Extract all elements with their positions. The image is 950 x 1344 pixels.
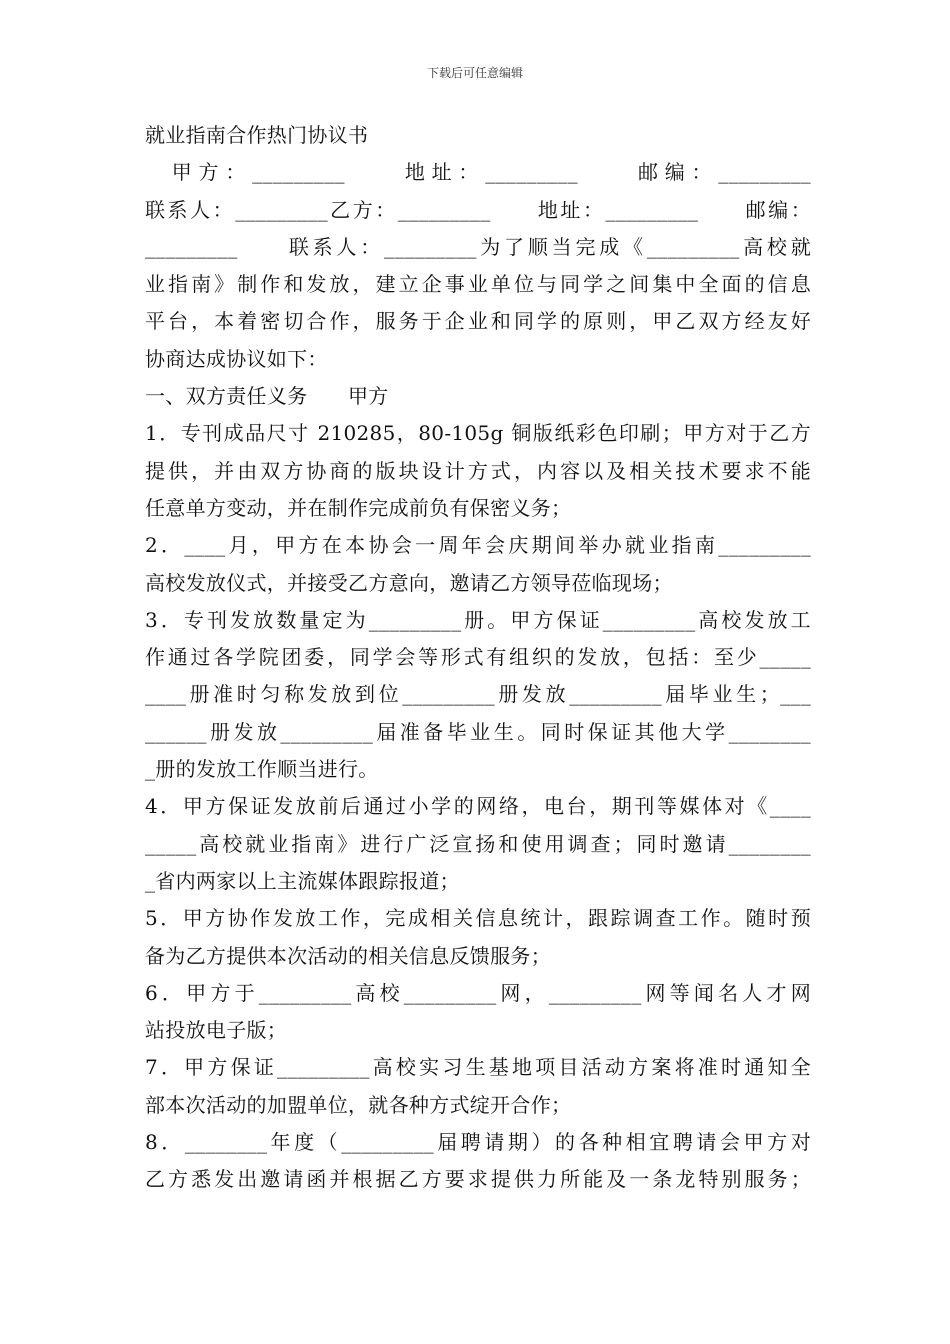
party-b-info-line: 联系人：_________乙方：_________ 地址：_________ 邮编：: [145, 197, 811, 222]
clause-line: _册的发放工作顺当进行。: [145, 757, 379, 782]
clause-line: 8．________年度（_________届聘请期）的各种相宜聘请会甲方对: [145, 1130, 811, 1155]
clause-line: _____高校就业指南》进行广泛宣扬和使用调查；同时邀请________: [145, 831, 811, 856]
clause-line: 7．甲方保证_________高校实习生基地项目活动方案将准时通知全: [145, 1055, 811, 1080]
intro-line: _________ 联系人：_________为了顺当完成《_________高校就: [145, 234, 811, 259]
header-note: 下载后可任意编辑: [426, 66, 523, 80]
clause-line: 备为乙方提供本次活动的相关信息反馈服务；: [145, 943, 551, 968]
clause-line: 4．甲方保证发放前后通过小学的网络，电台，期刊等媒体对《____: [145, 794, 811, 819]
clause-line: 2．____月，甲方在本协会一周年会庆期间举办就业指南_________: [145, 533, 811, 558]
intro-line: 业指南》制作和发放，建立企事业单位与同学之间集中全面的信息: [145, 272, 811, 297]
clause-line: 站投放电子版；: [145, 1018, 288, 1043]
clause-line: 1．专刊成品尺寸 210285，80-105g 铜版纸彩色印刷；甲方对于乙方: [145, 421, 811, 446]
clause-line: 任意单方变动，并在制作完成前负有保密义务；: [145, 495, 572, 520]
clause-line: _省内两家以上主流媒体跟踪报道；: [145, 868, 460, 893]
clause-line: 部本次活动的加盟单位，就各种方式绽开合作；: [145, 1092, 572, 1117]
clause-line: 高校发放仪式，并接受乙方意向，邀请乙方领导莅临现场；: [145, 570, 673, 595]
clause-line: ______册发放_________届准备毕业生。同时保证其他大学________: [145, 719, 811, 744]
clause-line: 作通过各学院团委，同学会等形式有组织的发放，包括：至少_____: [145, 645, 811, 670]
party-a-info-line: 甲方：_________ 地址：_________ 邮编：_________: [145, 160, 811, 185]
clause-line: 5．甲方协作发放工作，完成相关信息统计，跟踪调查工作。随时预: [145, 906, 811, 931]
clause-line: 乙方悉发出邀请函并根据乙方要求提供力所能及一条龙特别服务；: [145, 1167, 811, 1192]
section-heading: 一、双方责任义务 甲方: [145, 384, 389, 409]
intro-line: 平台，本着密切合作，服务于企业和同学的原则，甲乙双方经友好: [145, 309, 811, 334]
clause-line: 6．甲方于_________高校_________网，_________网等闻名人才网: [145, 980, 811, 1005]
document-body: [145, 117, 811, 1199]
clause-line: 提供，并由双方协商的版块设计方式，内容以及相关技术要求不能: [145, 458, 811, 483]
clause-line: 3．专刊发放数量定为_________册。甲方保证_________高校发放工: [145, 607, 811, 632]
intro-line: 协商达成协议如下：: [145, 346, 328, 371]
clause-line: ____册准时匀称发放到位_________册发放_________届毕业生；___: [145, 682, 811, 707]
document-title: 就业指南合作热门协议书: [145, 123, 369, 147]
